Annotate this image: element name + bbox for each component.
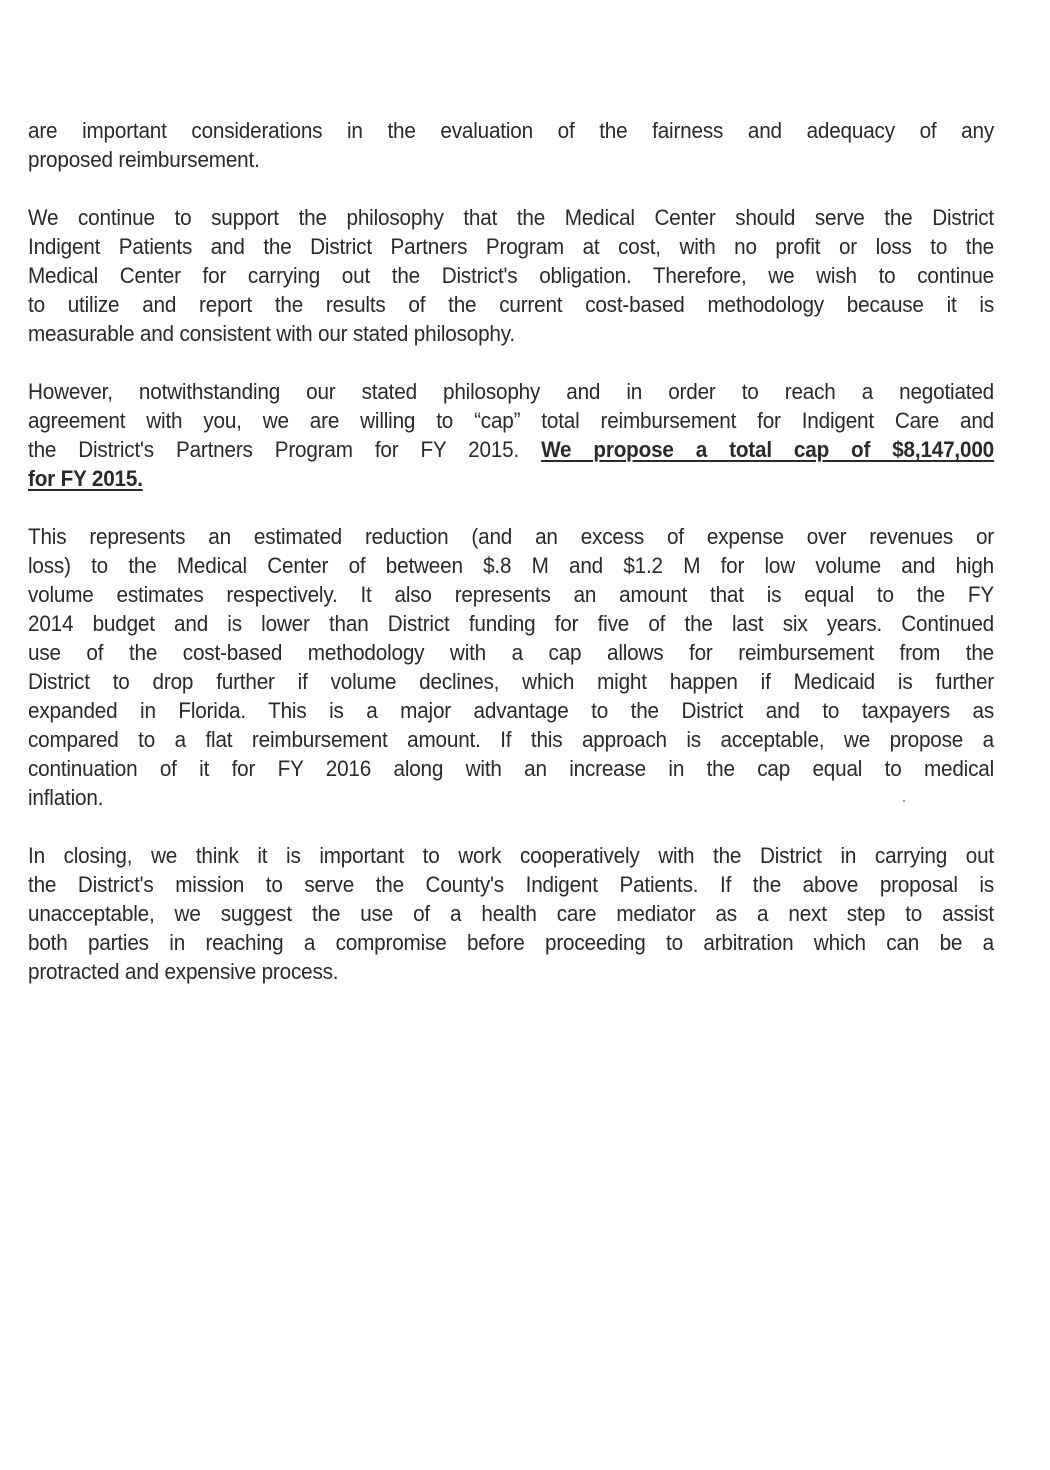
text-line: continuation of it for FY 2016 along with an increase in the cap equal to medical (28, 756, 994, 781)
text-line: the District's mission to serve the County's Indigent Patients. If the above proposal is (28, 872, 994, 897)
text-line: agreement with you, we are willing to “cap” total reimbursement for Indigent Care and (28, 408, 994, 433)
text-line: protracted and expensive process. (28, 959, 339, 984)
letter-page (28, 116, 994, 986)
paragraph-cap-proposal (28, 377, 994, 493)
text-line: Indigent Patients and the District Partners Program at cost, with no profit or loss to the (28, 234, 994, 259)
text-line: loss) to the Medical Center of between $.8 M and $1.2 M for low volume and high (28, 553, 994, 578)
text-line (28, 435, 994, 464)
text-line: measurable and consistent with our stated philosophy. (28, 321, 515, 346)
text-line: This represents an estimated reduction (and an excess of expense over revenues or (28, 524, 994, 549)
text-line: In closing, we think it is important to work cooperatively with the District in carrying out (28, 843, 994, 868)
text-line: expanded in Florida. This is a major advantage to the District and to taxpayers as (28, 698, 994, 723)
text-line: use of the cost-based methodology with a cap allows for reimbursement from the (28, 640, 994, 665)
cap-proposal-highlight: We propose a total cap of $8,147,000 (541, 437, 994, 462)
text-line: However, notwithstanding our stated philosophy and in order to reach a negotiated (28, 379, 994, 404)
text-line: District to drop further if volume declines, which might happen if Medicaid is further (28, 669, 994, 694)
text-line: unacceptable, we suggest the use of a health care mediator as a next step to assist (28, 901, 994, 926)
text-line: are important considerations in the evaluation of the fairness and adequacy of any (28, 118, 994, 143)
text-segment: the District's Partners Program for FY 2015. (28, 437, 542, 462)
text-line: 2014 budget and is lower than District funding for five of the last six years. Continued (28, 611, 994, 636)
paragraph-reimbursement-considerations (28, 116, 994, 174)
paragraph-estimated-reduction (28, 522, 994, 812)
text-line: to utilize and report the results of the current cost-based methodology because it is (28, 292, 994, 317)
text-line: Medical Center for carrying out the District's obligation. Therefore, we wish to continue (28, 263, 994, 288)
text-line: both parties in reaching a compromise before proceeding to arbitration which can be a (28, 930, 994, 955)
text-line: compared to a flat reimbursement amount. If this approach is acceptable, we propose a (28, 727, 994, 752)
text-line: proposed reimbursement. (28, 147, 260, 172)
scan-speck (903, 800, 905, 802)
text-line: volume estimates respectively. It also represents an amount that is equal to the FY (28, 582, 994, 607)
text-line: We continue to support the philosophy that the Medical Center should serve the District (28, 205, 994, 230)
text-line: inflation. (28, 785, 104, 810)
text-line (28, 464, 994, 493)
paragraph-closing (28, 841, 994, 986)
cap-proposal-highlight-end: for FY 2015. (28, 466, 143, 491)
paragraph-cost-philosophy (28, 203, 994, 348)
